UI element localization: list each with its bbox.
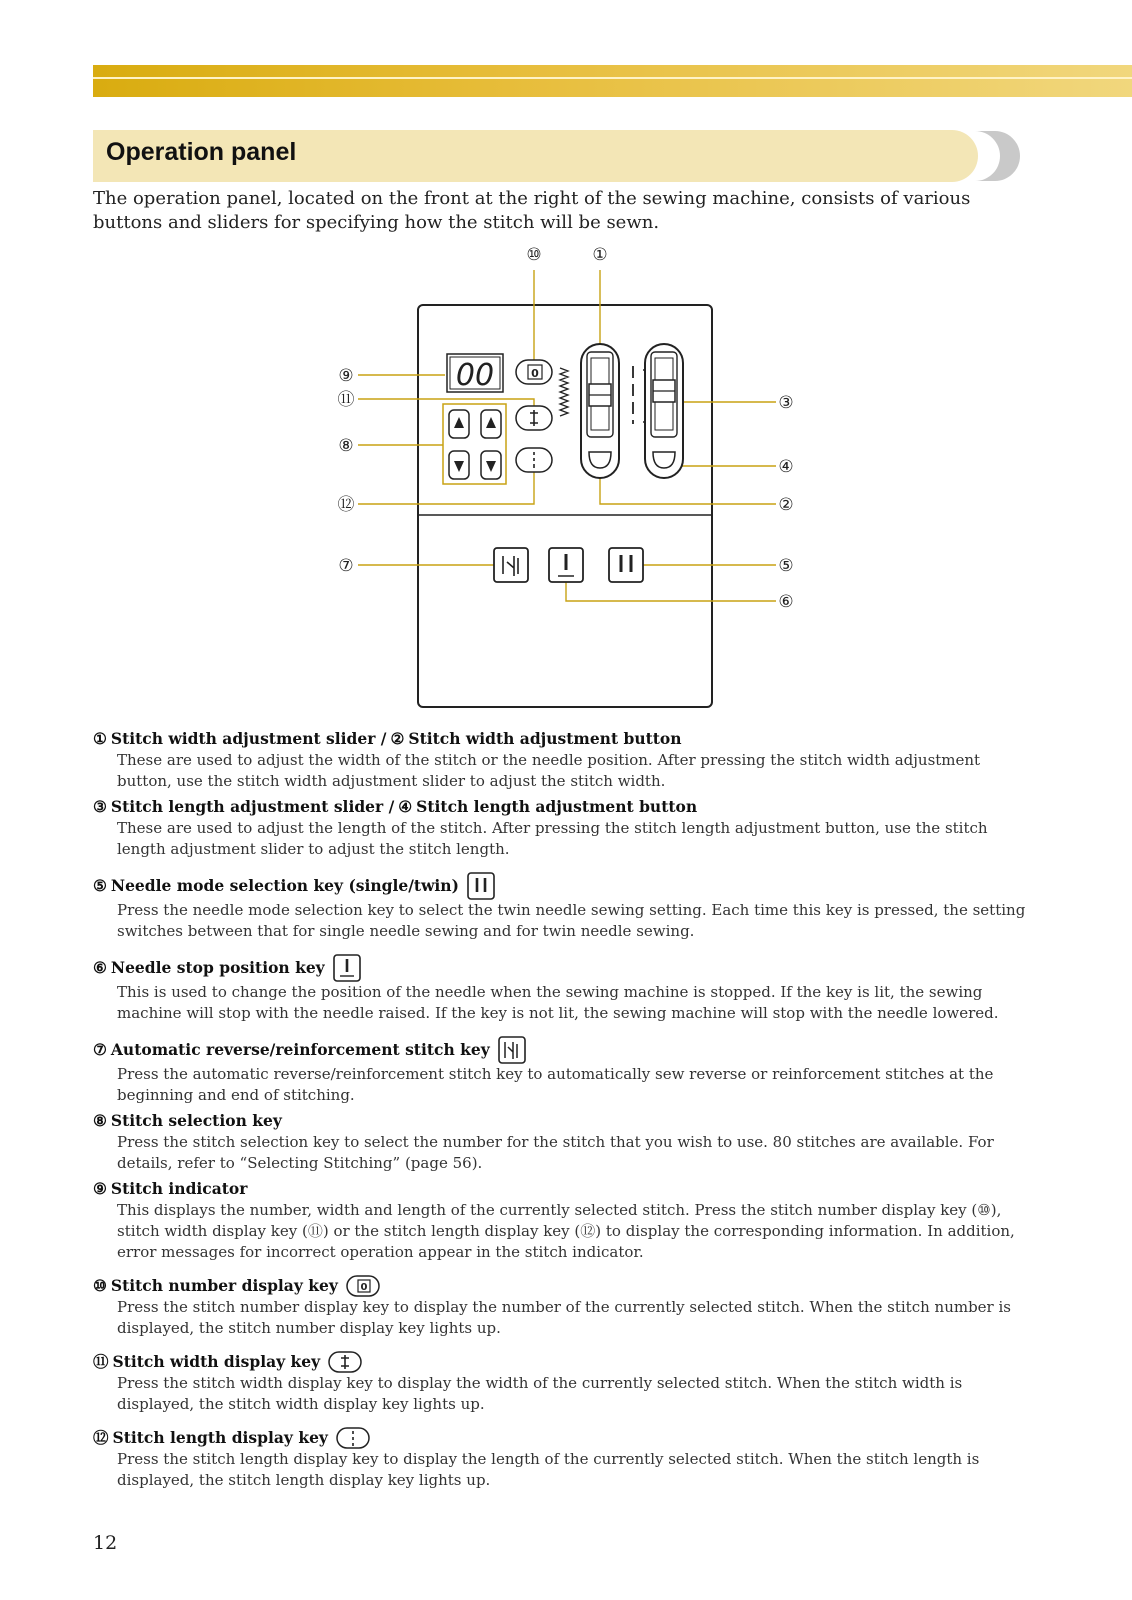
needle-stop-position-key[interactable] bbox=[549, 548, 583, 582]
item-number: ④ bbox=[398, 797, 413, 816]
stitch-length-display-key[interactable] bbox=[516, 448, 552, 472]
item-number: ⑨ bbox=[93, 1179, 107, 1198]
operation-panel-diagram bbox=[0, 240, 1132, 720]
item-description: Press the stitch selection key to select the number for the stitch that you wish to use. 80 stitches are available. For details, refer to “Selecting Stitching” (page 56). bbox=[117, 1133, 994, 1172]
item-title: Stitch selection key bbox=[110, 1111, 282, 1130]
callout-12: ⑫ bbox=[337, 495, 355, 515]
item-description: Press the automatic reverse/reinforcement stitch key to automatically sew reverse or reinforcement stitches at the beginning and end of stitching. bbox=[117, 1065, 994, 1104]
item-number: ⑦ bbox=[93, 1040, 107, 1059]
item-description: Press the stitch number display key to display the number of the currently selected stitch. When the stitch number is displayed, the stitch number display key lights up. bbox=[117, 1298, 1011, 1337]
item-title: Stitch width display key bbox=[112, 1352, 321, 1371]
svg-text:0: 0 bbox=[360, 1282, 368, 1293]
item-title: Stitch width adjustment slider / bbox=[110, 729, 387, 748]
reverse-stitch-icon bbox=[498, 1036, 526, 1064]
svg-text:0: 0 bbox=[531, 367, 539, 380]
stitch-down-key-right[interactable] bbox=[481, 451, 501, 479]
item-title: Stitch indicator bbox=[110, 1179, 248, 1198]
callout-4: ④ bbox=[778, 457, 794, 477]
item-title: Automatic reverse/reinforcement stitch key bbox=[110, 1040, 490, 1059]
item-description: Press the stitch length display key to display the length of the currently selected stitch. When the stitch length is displayed, the stitch length display key lights up. bbox=[117, 1450, 980, 1489]
callout-1: ① bbox=[592, 245, 608, 265]
callout-9: ⑨ bbox=[338, 366, 354, 386]
section-tab-icon bbox=[975, 131, 1021, 181]
needle-mode-selection-key[interactable] bbox=[609, 548, 643, 582]
callout-7: ⑦ bbox=[338, 556, 354, 576]
header-color-bar bbox=[93, 65, 1132, 97]
callout-2: ② bbox=[778, 495, 794, 515]
item-title: Needle mode selection key (single/twin) bbox=[110, 876, 459, 895]
list-item bbox=[93, 1275, 1038, 1339]
stitch-length-key-icon bbox=[336, 1427, 370, 1449]
item-description: This is used to change the position of the needle when the sewing machine is stopped. If the key is lit, the sewing machine will stop with the needle raised. If the key is not lit, the sewing machine will stop with the needle lowered. bbox=[117, 983, 999, 1022]
list-item bbox=[93, 796, 1038, 860]
stitch-width-key-icon bbox=[328, 1351, 362, 1373]
callout-5: ⑤ bbox=[778, 556, 794, 576]
item-number: ⑤ bbox=[93, 876, 107, 895]
stitch-number-display-key[interactable] bbox=[516, 360, 552, 384]
item-number: ⑪ bbox=[93, 1352, 109, 1371]
item-number: ② bbox=[390, 729, 405, 748]
item-number: ⑥ bbox=[93, 958, 107, 977]
twin-needle-icon bbox=[467, 872, 495, 900]
item-number: ⑫ bbox=[93, 1428, 109, 1447]
list-item bbox=[93, 872, 1038, 942]
descriptions-list bbox=[93, 728, 1038, 1491]
stitch-indicator bbox=[447, 354, 503, 393]
item-description: These are used to adjust the length of the stitch. After pressing the stitch length adjustment button, use the stitch length adjustment slider to adjust the stitch length. bbox=[117, 819, 988, 858]
page-number: 12 bbox=[93, 1532, 118, 1554]
reverse-stitch-key[interactable] bbox=[494, 548, 528, 582]
item-title: Stitch length adjustment button bbox=[416, 797, 698, 816]
stitch-up-key-right[interactable] bbox=[481, 410, 501, 438]
list-item bbox=[93, 1351, 1038, 1415]
list-item bbox=[93, 1178, 1038, 1263]
item-title: Stitch width adjustment button bbox=[408, 729, 682, 748]
needle-stop-icon bbox=[333, 954, 361, 982]
item-description: This displays the number, width and length of the currently selected stitch. Press the stitch number display key (⑩), stitch width display key (⑪) or the stitch length display key (⑫) to display the corresponding information. In addition, error messages for incorrect operation appear in the stitch indicator. bbox=[117, 1201, 1015, 1261]
item-title: Stitch length display key bbox=[112, 1428, 328, 1447]
stitch-width-adjustment-button[interactable] bbox=[589, 452, 611, 468]
list-item bbox=[93, 954, 1038, 1024]
callout-10: ⑩ bbox=[526, 245, 542, 265]
list-item bbox=[93, 1427, 1038, 1491]
item-description: These are used to adjust the width of the stitch or the needle position. After pressing the stitch width adjustment button, use the stitch width adjustment slider to adjust the stitch width. bbox=[117, 751, 981, 790]
callout-3: ③ bbox=[778, 393, 794, 413]
intro-paragraph: The operation panel, located on the front at the right of the sewing machine, consists of various buttons and sliders for specifying how the stitch will be sewn. bbox=[93, 188, 971, 233]
item-title: Stitch length adjustment slider / bbox=[110, 797, 395, 816]
stitch-number-key-icon bbox=[346, 1275, 380, 1297]
item-title: Needle stop position key bbox=[110, 958, 325, 977]
list-item bbox=[93, 1036, 1038, 1106]
callout-8: ⑧ bbox=[338, 436, 354, 456]
stitch-number-readout: 00 bbox=[455, 358, 495, 393]
item-number: ⑩ bbox=[93, 1276, 107, 1295]
list-item bbox=[93, 1110, 1038, 1174]
item-number: ⑧ bbox=[93, 1111, 107, 1130]
list-item bbox=[93, 728, 1038, 792]
item-description: Press the needle mode selection key to select the twin needle sewing setting. Each time this key is pressed, the setting switches between that for single needle sewing and for twin needle sewing. bbox=[117, 901, 1026, 940]
stitch-up-key-left[interactable] bbox=[449, 410, 469, 438]
page-title: Operation panel bbox=[106, 138, 297, 166]
item-description: Press the stitch width display key to display the width of the currently selected stitch. When the stitch width is displayed, the stitch width display key lights up. bbox=[117, 1374, 963, 1413]
callout-6: ⑥ bbox=[778, 592, 794, 612]
stitch-width-display-key[interactable] bbox=[516, 406, 552, 430]
item-number: ① bbox=[93, 729, 107, 748]
item-number: ③ bbox=[93, 797, 107, 816]
stitch-length-adjustment-button[interactable] bbox=[653, 452, 675, 468]
stitch-down-key-left[interactable] bbox=[449, 451, 469, 479]
item-title: Stitch number display key bbox=[110, 1276, 338, 1295]
callout-11: ⑪ bbox=[337, 390, 355, 410]
